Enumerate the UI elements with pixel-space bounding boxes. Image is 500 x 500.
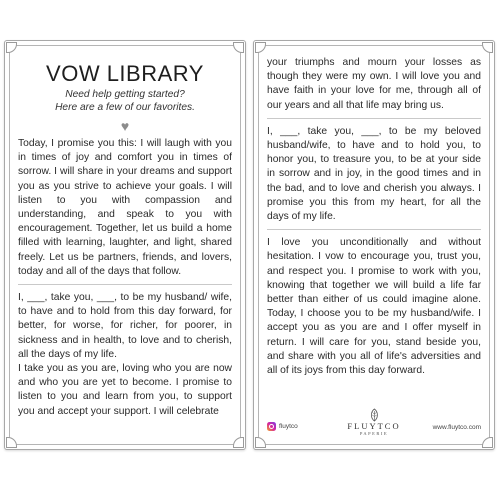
corner-ornament	[233, 437, 244, 448]
instagram-link[interactable]	[267, 422, 298, 431]
vow-text: I love you unconditionally and without hesitation. I vow to encourage you, trust you, and respect you. I promise to work with you, knowing that together we will build a life far better than either of us could imagine alone. Today, I choose you to be my husband/wife. I accept you as you are and I offer myself in return. I will care for you, stand beside you, and share with you all of life's adversities and all of its joys from this day forward.	[267, 237, 481, 377]
card-content	[18, 56, 232, 439]
divider	[267, 229, 481, 230]
corner-ornament	[482, 437, 493, 448]
card-content	[267, 56, 481, 439]
card-footer	[267, 405, 481, 439]
brand-name: FLUYTCO	[347, 421, 401, 431]
vow-text: I, ___, take you, ___, to be my husband/ wife, to have and to hold from this day forward, for better, for worse, for richer, for poorer, in sickness and in health, to love and to cherish, all the days of my life.	[18, 292, 232, 360]
divider	[18, 284, 232, 285]
divider	[267, 118, 481, 119]
vow-card-left	[4, 40, 246, 450]
instagram-handle: fluytco	[279, 423, 298, 430]
website-link[interactable]: www.fluytco.com	[432, 424, 481, 431]
subtitle-line: Here are a few of our favorites.	[55, 102, 195, 113]
leaf-logo-icon	[368, 408, 380, 422]
brand-logo	[347, 408, 400, 437]
subtitle	[18, 88, 232, 114]
brand-subtitle: PAPERIE	[359, 431, 389, 436]
vow-text: I take you as you are, loving who you are now and who you are yet to become. I promise to listen to you and learn from you, to support you and accept your support. I will celebrate	[18, 363, 232, 417]
page-title: VOW LIBRARY	[46, 61, 204, 86]
subtitle-line: Need help getting started?	[65, 89, 185, 100]
vow-text: Today, I promise you this: I will laugh with you in times of joy and comfort you in times of sorrow. I will share in your dreams and support you as you strive to achieve your goals. I will listen to you with compassion and understanding, and speak to you with encouragement. Together, let us build a home filled with learning, laughter, and light, shared freely. Let us be partners, friends, and lovers, today and all of the days that follow.	[18, 138, 232, 277]
vow-text: I, ___, take you, ___, to be my beloved husband/wife, to have and to hold you, to honor you, to treasure you, to be at your side in sorrow and in joy, in the good times and in the bad, and to love and cherish you always. I promise you this from my heart, for all the days of my life.	[267, 125, 481, 223]
vow-text: your triumphs and mourn your losses as though they were my own. I will love you and have faith in your love for me, through all of our years and all that life may bring us.	[267, 57, 481, 111]
instagram-icon	[267, 422, 276, 431]
heart-icon: ♥	[120, 118, 130, 134]
vow-card-right	[253, 40, 495, 450]
